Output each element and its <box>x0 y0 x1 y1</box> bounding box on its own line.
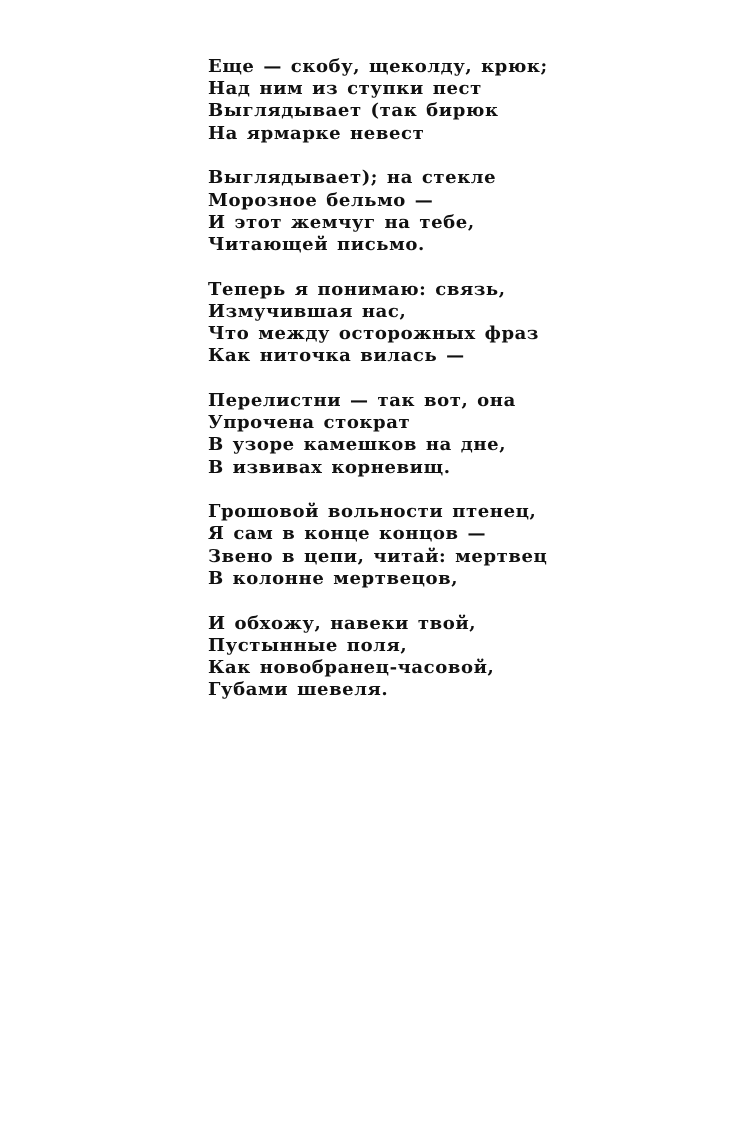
poem-line: Еще — скобу, щеколду, крюк; <box>208 56 548 77</box>
stanza-1 <box>208 56 728 145</box>
poem-line: Пустынные поля, <box>208 634 408 656</box>
poem-text <box>208 56 728 724</box>
poem-line: Перелистни — так вот, она <box>208 389 516 411</box>
stanza-2 <box>208 167 728 256</box>
poem-line: Губами шевеля. <box>208 679 389 701</box>
poem-line: И этот жемчуг на тебе, <box>208 211 475 233</box>
poem-line: Я сам в конце концов — <box>208 523 487 545</box>
poem-line: В колонне мертвецов, <box>208 567 459 589</box>
poem-line: Выглядывает (так бирюк <box>208 100 499 122</box>
stanza-6 <box>208 613 728 702</box>
stanza-3 <box>208 279 728 368</box>
poem-line: В извивах корневищ. <box>208 456 451 478</box>
poem-line: Теперь я понимаю: связь, <box>208 278 506 300</box>
poem-line: Грошовой вольности птенец, <box>208 501 537 523</box>
poem-line: Над ним из ступки пест <box>208 78 482 100</box>
stanza-4 <box>208 390 728 479</box>
poem-line: Выглядывает); на стекле <box>208 167 497 189</box>
poem-line: Как ниточка вилась — <box>208 345 465 367</box>
poem-line: В узоре камешков на дне, <box>208 434 507 456</box>
poem-line: И обхожу, навеки твой, <box>208 612 477 634</box>
poem-line: На ярмарке невест <box>208 122 425 144</box>
stanza-5 <box>208 501 728 590</box>
poem-line: Звено в цепи, читай: мертвец <box>208 545 548 567</box>
poem-line: Что между осторожных фраз <box>208 323 539 345</box>
poem-line: Как новобранец-часовой, <box>208 656 495 678</box>
poem-line: Упрочена стократ <box>208 412 411 434</box>
poem-line: Читающей письмо. <box>208 233 425 255</box>
poem-line: Морозное бельмо — <box>208 189 434 211</box>
poem-line: Измучившая нас, <box>208 300 407 322</box>
